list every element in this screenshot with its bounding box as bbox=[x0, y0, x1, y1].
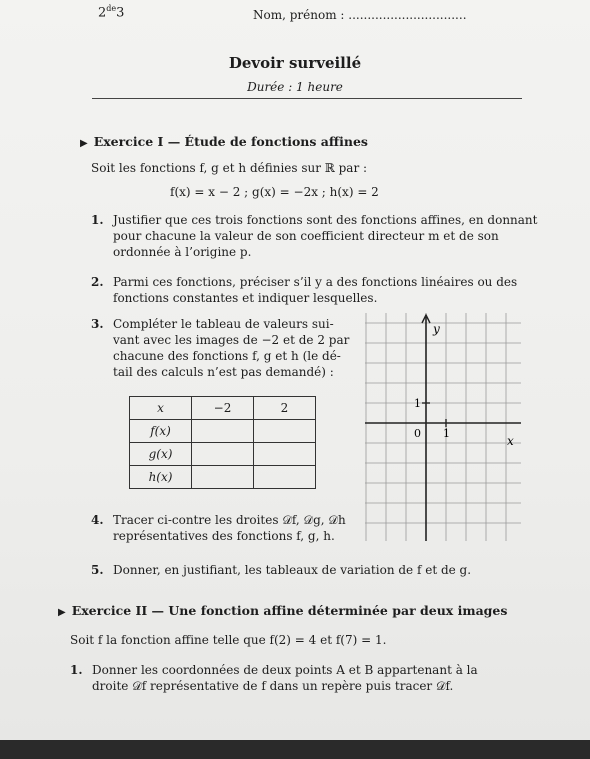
table-header-cell: 2 bbox=[254, 397, 316, 420]
x-unit-label: 1 bbox=[443, 427, 450, 440]
question-5-line-1: Donner, en justifiant, les tableaux de variation de f et de g. bbox=[113, 563, 472, 577]
question-3-line-1: Compléter le tableau de valeurs sui- bbox=[113, 317, 334, 331]
function-definitions: f(x) = x − 2 ; g(x) = −2x ; h(x) = 2 bbox=[170, 185, 379, 199]
values-table bbox=[129, 396, 316, 489]
question-3-number: 3. bbox=[91, 317, 104, 331]
question-1-line-1: Justifier que ces trois fonctions sont des fonctions affines, en donnant bbox=[113, 213, 538, 227]
table-header-cell: x bbox=[130, 397, 192, 420]
table-row-label: f(x) bbox=[130, 420, 192, 443]
bottom-shadow-strip bbox=[0, 740, 590, 759]
coordinate-grid bbox=[365, 313, 525, 543]
table-blank-cell bbox=[254, 443, 316, 466]
question-3-line-3: chacune des fonctions f, g et h (le dé- bbox=[113, 349, 341, 363]
table-blank-cell bbox=[192, 443, 254, 466]
table-blank-cell bbox=[192, 466, 254, 489]
exercise-2-intro: Soit f la fonction affine telle que f(2) = 4 et f(7) = 1. bbox=[70, 633, 387, 647]
table-row-label: g(x) bbox=[130, 443, 192, 466]
question-2-number: 2. bbox=[91, 275, 104, 289]
table-row bbox=[130, 420, 316, 443]
class-label: 2de3 bbox=[98, 4, 125, 21]
exercise-1-intro: Soit les fonctions f, g et h définies sur ℝ par : bbox=[91, 161, 368, 175]
duration-label: Durée : 1 heure bbox=[247, 80, 343, 94]
question-4-number: 4. bbox=[91, 513, 104, 527]
question-1-line-2: pour chacune la valeur de son coefficient directeur m et de son bbox=[113, 229, 499, 243]
table-row bbox=[130, 443, 316, 466]
table-blank-cell bbox=[254, 420, 316, 443]
y-axis-label: y bbox=[433, 322, 440, 336]
table-blank-cell bbox=[192, 420, 254, 443]
triangle-bullet-icon: ▶ bbox=[80, 138, 88, 149]
question-1-number: 1. bbox=[91, 213, 104, 227]
table-header-cell: −2 bbox=[192, 397, 254, 420]
exercise-2-question-1-line-1: Donner les coordonnées de deux points A et B appartenant à la bbox=[92, 663, 478, 677]
exercise-2-question-1-number: 1. bbox=[70, 663, 83, 677]
page-title: Devoir surveillé bbox=[228, 54, 362, 72]
name-field-label: Nom, prénom : ............................... bbox=[253, 8, 467, 22]
triangle-bullet-icon: ▶ bbox=[58, 607, 66, 618]
question-4-line-1: Tracer ci-contre les droites 𝒟f, 𝒟g, 𝒟h bbox=[113, 513, 346, 527]
question-4-line-2: représentatives des fonctions f, g, h. bbox=[113, 529, 335, 543]
question-1-line-3: ordonnée à l’origine p. bbox=[113, 245, 252, 259]
table-row-label: h(x) bbox=[130, 466, 192, 489]
table-blank-cell bbox=[254, 466, 316, 489]
header-divider bbox=[92, 98, 522, 99]
origin-label: 0 bbox=[414, 427, 421, 440]
question-2-line-1: Parmi ces fonctions, préciser s’il y a des fonctions linéaires ou des bbox=[113, 275, 518, 289]
exercise-2-question-1-line-2: droite 𝒟f représentative de f dans un repère puis tracer 𝒟f. bbox=[92, 679, 454, 693]
exercise-2-heading: ▶ Exercice II — Une fonction affine déterminée par deux images bbox=[58, 603, 508, 618]
y-unit-label: 1 bbox=[414, 397, 421, 410]
exercise-1-heading: ▶ Exercice I — Étude de fonctions affines bbox=[80, 134, 368, 149]
table-row bbox=[130, 466, 316, 489]
question-3-line-4: tail des calculs n’est pas demandé) : bbox=[113, 365, 334, 379]
question-5-number: 5. bbox=[91, 563, 104, 577]
question-2-line-2: fonctions constantes et indiquer lesquelles. bbox=[113, 291, 378, 305]
question-3-line-2: vant avec les images de −2 et de 2 par bbox=[113, 333, 350, 347]
table-row bbox=[130, 397, 316, 420]
x-axis-label: x bbox=[507, 434, 514, 448]
